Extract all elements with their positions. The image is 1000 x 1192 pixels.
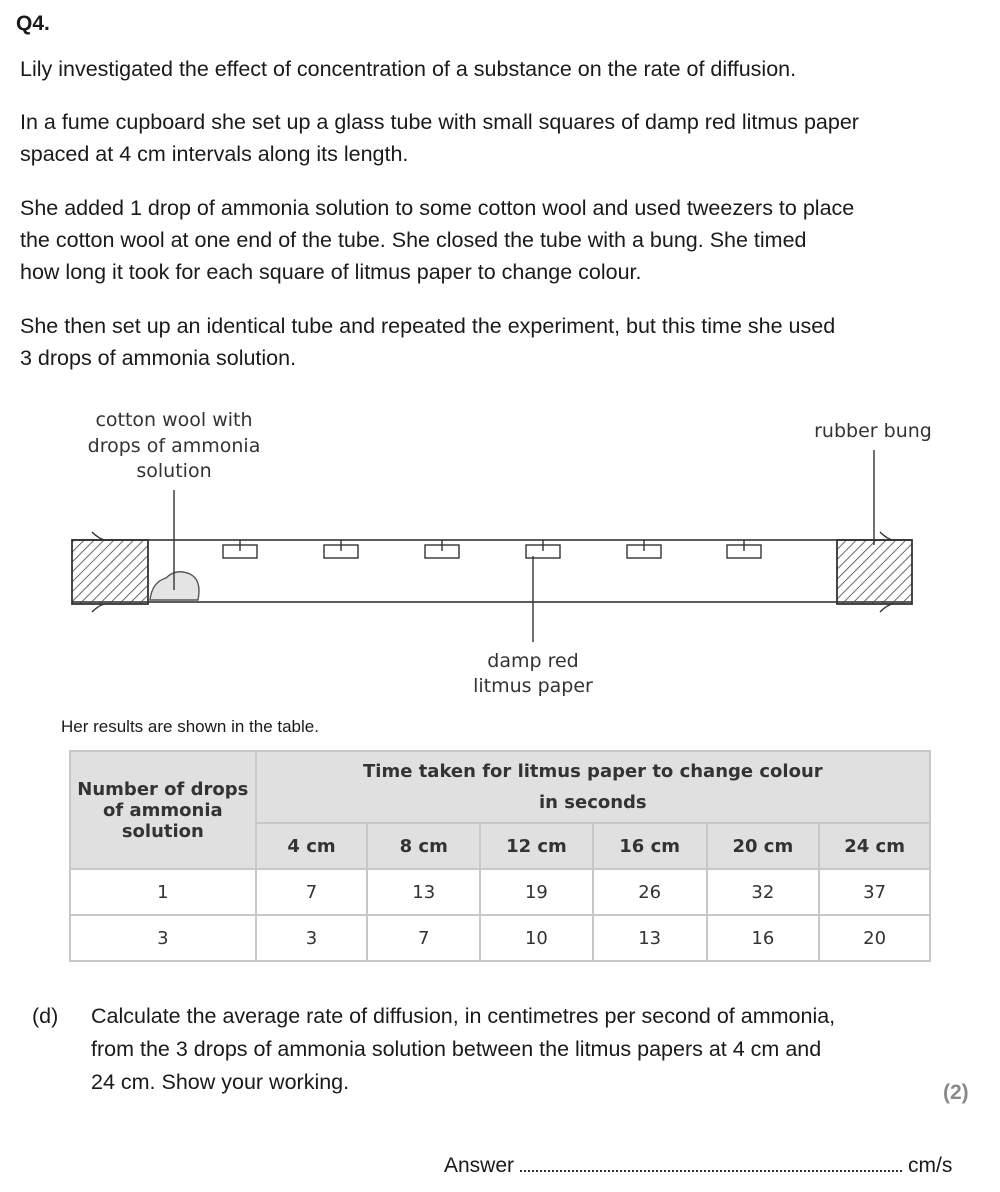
question-number: Q4. [16, 12, 50, 35]
drops-column-header: Number of drops of ammonia solution [70, 751, 256, 869]
time-cell: 37 [819, 869, 930, 915]
litmus-square-icon [526, 540, 560, 558]
part-d-line: Calculate the average rate of diffusion, in centimetres per second of ammonia, [91, 1004, 836, 1028]
answer-label: Answer [444, 1154, 515, 1177]
answer-unit: cm/s [908, 1154, 953, 1177]
litmus-square-icon [425, 540, 459, 558]
part-d-label: (d) [32, 1004, 59, 1028]
table-caption: Her results are shown in the table. [61, 717, 319, 736]
intro-line: Lily investigated the effect of concentration of a substance on the rate of diffusion. [20, 57, 797, 81]
tube-diagram [0, 395, 1000, 715]
answer-line [444, 1152, 952, 1178]
part-d-question [91, 1000, 951, 1099]
time-cell: 13 [367, 869, 480, 915]
cotton-label-line: drops of ammonia [87, 435, 261, 457]
time-cell: 13 [593, 915, 707, 961]
litmus-square-icon [727, 540, 761, 558]
litmus-label-line: damp red [487, 650, 579, 672]
distance-header: 12 cm [480, 823, 593, 869]
repeat-line: 3 drops of ammonia solution. [20, 346, 297, 370]
time-cell: 7 [256, 869, 368, 915]
litmus-label-line: litmus paper [473, 675, 593, 697]
time-cell: 16 [707, 915, 820, 961]
litmus-squares [223, 540, 761, 558]
litmus-square-icon [223, 540, 257, 558]
intro-paragraph [20, 53, 970, 85]
time-cell: 7 [367, 915, 480, 961]
setup-line: spaced at 4 cm intervals along its length. [20, 142, 409, 166]
method-line: She added 1 drop of ammonia solution to some cotton wool and used tweezers to place [20, 196, 855, 220]
repeat-paragraph [20, 310, 970, 374]
litmus-square-icon [324, 540, 358, 558]
distance-header: 20 cm [707, 823, 820, 869]
time-cell: 3 [256, 915, 368, 961]
setup-paragraph [20, 106, 970, 170]
table-row [70, 915, 930, 961]
left-bung [72, 532, 148, 612]
time-cell: 10 [480, 915, 593, 961]
method-line: the cotton wool at one end of the tube. She closed the tube with a bung. She timed [20, 228, 807, 252]
distance-header: 8 cm [367, 823, 480, 869]
litmus-square-icon [627, 540, 661, 558]
answer-field[interactable] [520, 1152, 902, 1172]
cotton-label-line: cotton wool with [95, 409, 253, 431]
results-table [69, 750, 931, 962]
part-d-line: from the 3 drops of ammonia solution between the litmus papers at 4 cm and [91, 1037, 822, 1061]
marks-label: (2) [943, 1081, 969, 1104]
setup-line: In a fume cupboard she set up a glass tube with small squares of damp red litmus paper [20, 110, 859, 134]
distance-header: 4 cm [256, 823, 368, 869]
distance-header: 24 cm [819, 823, 930, 869]
time-cell: 19 [480, 869, 593, 915]
method-line: how long it took for each square of litmus paper to change colour. [20, 260, 642, 284]
cotton-label-line: solution [136, 460, 212, 482]
part-d-line: 24 cm. Show your working. [91, 1070, 350, 1094]
distance-header: 16 cm [593, 823, 707, 869]
time-cell: 20 [819, 915, 930, 961]
drops-cell: 3 [70, 915, 256, 961]
time-cell: 32 [707, 869, 820, 915]
bung-label: rubber bung [814, 420, 932, 442]
method-paragraph [20, 192, 970, 288]
time-header: Time taken for litmus paper to change colour in seconds [256, 751, 930, 823]
table-row [70, 869, 930, 915]
drops-cell: 1 [70, 869, 256, 915]
time-cell: 26 [593, 869, 707, 915]
repeat-line: She then set up an identical tube and repeated the experiment, but this time she used [20, 314, 836, 338]
